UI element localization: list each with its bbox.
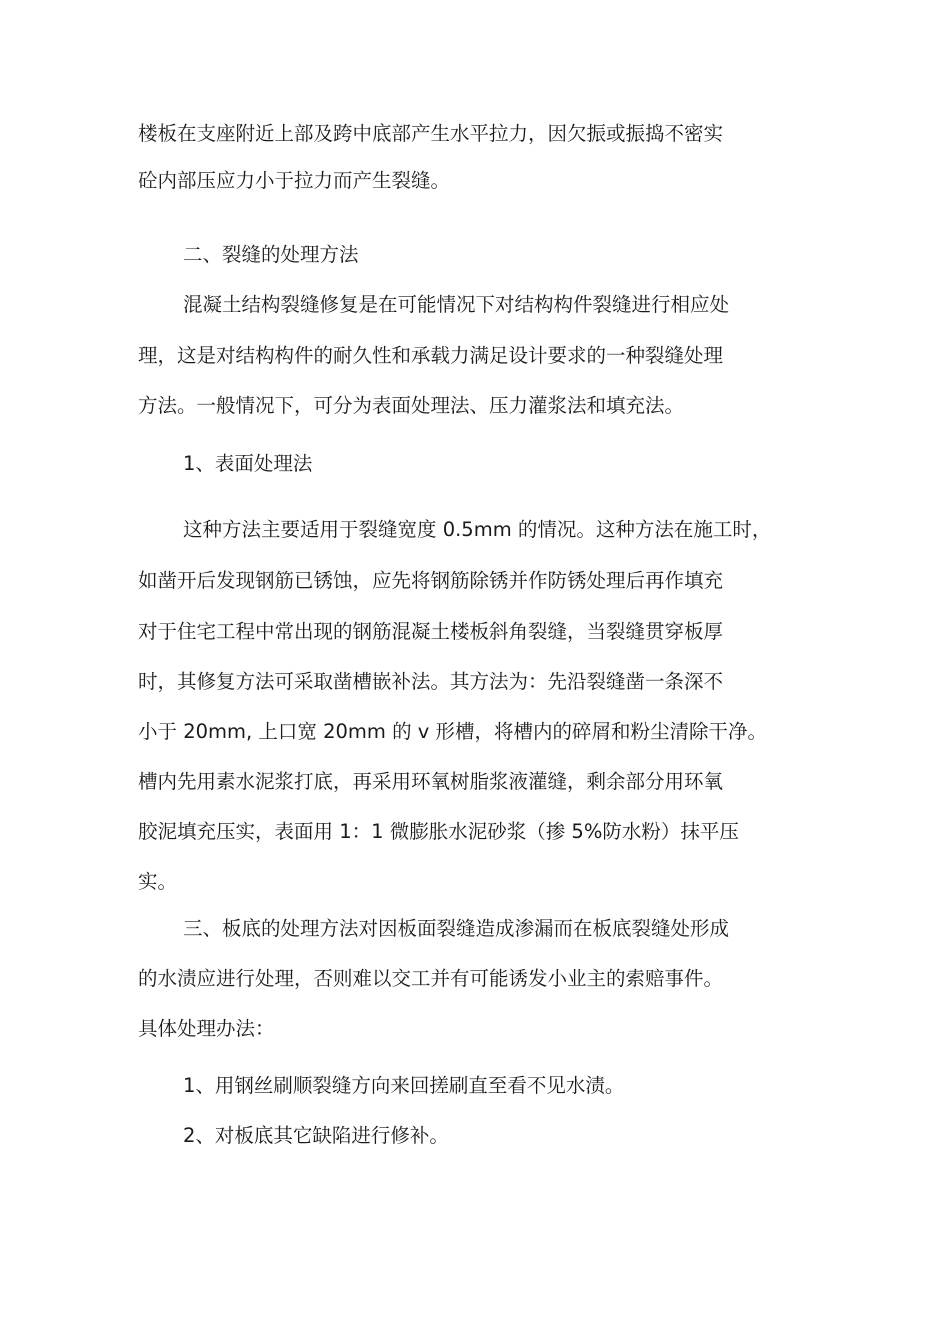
paragraph-line: 小于 20mm, 上口宽 20mm 的 v 形槽，将槽内的碎屑和粉尘清除干净。 (138, 720, 768, 743)
paragraph-line: 对于住宅工程中常出现的钢筋混凝土楼板斜角裂缝，当裂缝贯穿板厚 (138, 620, 724, 643)
paragraph-line: 混凝土结构裂缝修复是在可能情况下对结构构件裂缝进行相应处 (183, 293, 730, 316)
list-item: 2、对板底其它缺陷进行修补。 (183, 1124, 449, 1147)
subsection-heading: 1、表面处理法 (183, 452, 313, 475)
paragraph-line: 方法。一般情况下，可分为表面处理法、压力灌浆法和填充法。 (138, 394, 685, 417)
paragraph-line: 的水渍应进行处理，否则难以交工并有可能诱发小业主的索赔事件。 (138, 967, 724, 990)
paragraph-line: 楼板在支座附近上部及跨中底部产生水平拉力，因欠振或振捣不密实 (138, 122, 724, 145)
paragraph-line: 实。 (138, 870, 178, 893)
paragraph-line: 胶泥填充压实，表面用 1：1 微膨胀水泥砂浆（掺 5%防水粉）抹平压 (138, 820, 739, 843)
list-item: 1、用钢丝刷顺裂缝方向来回搓刷直至看不见水渍。 (183, 1074, 625, 1097)
paragraph-line: 如凿开后发现钢筋已锈蚀，应先将钢筋除锈并作防锈处理后再作填充 (138, 569, 724, 592)
section-heading: 二、裂缝的处理方法 (183, 243, 359, 266)
section-heading: 三、板底的处理方法对因板面裂缝造成渗漏而在板底裂缝处形成 (183, 917, 730, 940)
paragraph-line: 具体处理办法： (138, 1017, 275, 1040)
paragraph-line: 砼内部压应力小于拉力而产生裂缝。 (138, 169, 451, 192)
paragraph-line: 时，其修复方法可采取凿槽嵌补法。其方法为：先沿裂缝凿一条深不 (138, 670, 724, 693)
paragraph-line: 理，这是对结构构件的耐久性和承载力满足设计要求的一种裂缝处理 (138, 344, 724, 367)
paragraph-line: 槽内先用素水泥浆打底，再采用环氧树脂浆液灌缝，剩余部分用环氧 (138, 770, 724, 793)
paragraph-line: 这种方法主要适用于裂缝宽度 0.5mm 的情况。这种方法在施工时， (183, 518, 772, 541)
